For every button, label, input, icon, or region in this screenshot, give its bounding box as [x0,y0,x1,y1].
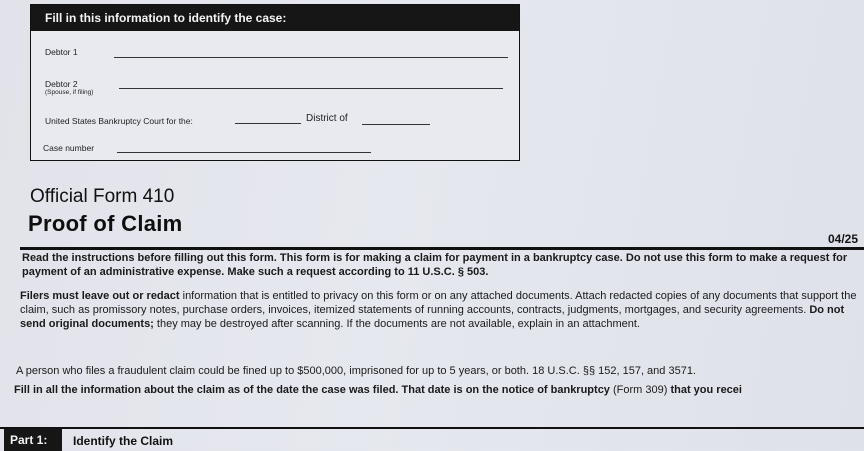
debtor1-field[interactable] [114,57,508,58]
debtor2-note: (Spouse, if filing) [45,89,94,96]
redaction-text: information that is entitled to privacy on this form or on any attached documents. Attach redacted copies of any documents that support the claim, such as promissory notes, purchase orders, invoices, itemized statements of running accounts, contracts, judgments, mortgages, and security agreements. [20,290,857,316]
redaction-text-end: they may be destroyed after scanning. If the documents are not available, explain in an attachment. [153,318,640,330]
redaction-paragraph [20,289,864,331]
case-box-header: Fill in this information to identify the case: [31,5,519,31]
redaction-lead: Filers must leave out or redact [20,290,180,302]
part1-tag: Part 1: [4,429,62,451]
part1-divider [0,427,864,429]
district-label: District of [306,113,348,124]
instructions-intro: Read the instructions before filling out this form. This form is for making a claim for payment in a bankruptcy case. Do not use this form to make a request for payment of an administrative expense. Make such a request according to 11 U.S.C. § 503. [22,252,848,278]
page-title: Proof of Claim [28,211,183,236]
fill-instructions-tail: that you recei [670,384,742,396]
fill-instructions-form: (Form 309) [609,384,671,396]
fill-instructions-lead: Fill in all the information about the claim as of the date the case was filed. That date is on the notice of bankruptcy [14,384,610,396]
case-info-box [30,4,520,161]
case-number-field[interactable] [117,152,371,153]
court-label: United States Bankruptcy Court for the: [45,116,193,126]
form-date: 04/25 [828,232,859,246]
case-number-label: Case number [43,143,95,153]
original-docs-warning: Do not send original documents; [20,304,845,330]
title-divider [20,247,864,250]
fraud-warning: A person who files a fraudulent claim could be fined up to $500,000, imprisoned for up to 5 years, or both. 18 U.S.C. §§ 152, 157, and 3571. [16,365,696,377]
form-number: Official Form 410 [30,186,175,207]
debtor2-label: Debtor 2 [45,79,78,89]
court-field[interactable] [235,123,301,124]
fill-instructions [14,383,864,397]
debtor1-label: Debtor 1 [45,47,78,57]
district-field[interactable] [362,124,430,125]
part1-title: Identify the Claim [73,434,174,448]
debtor2-field[interactable] [119,88,503,89]
